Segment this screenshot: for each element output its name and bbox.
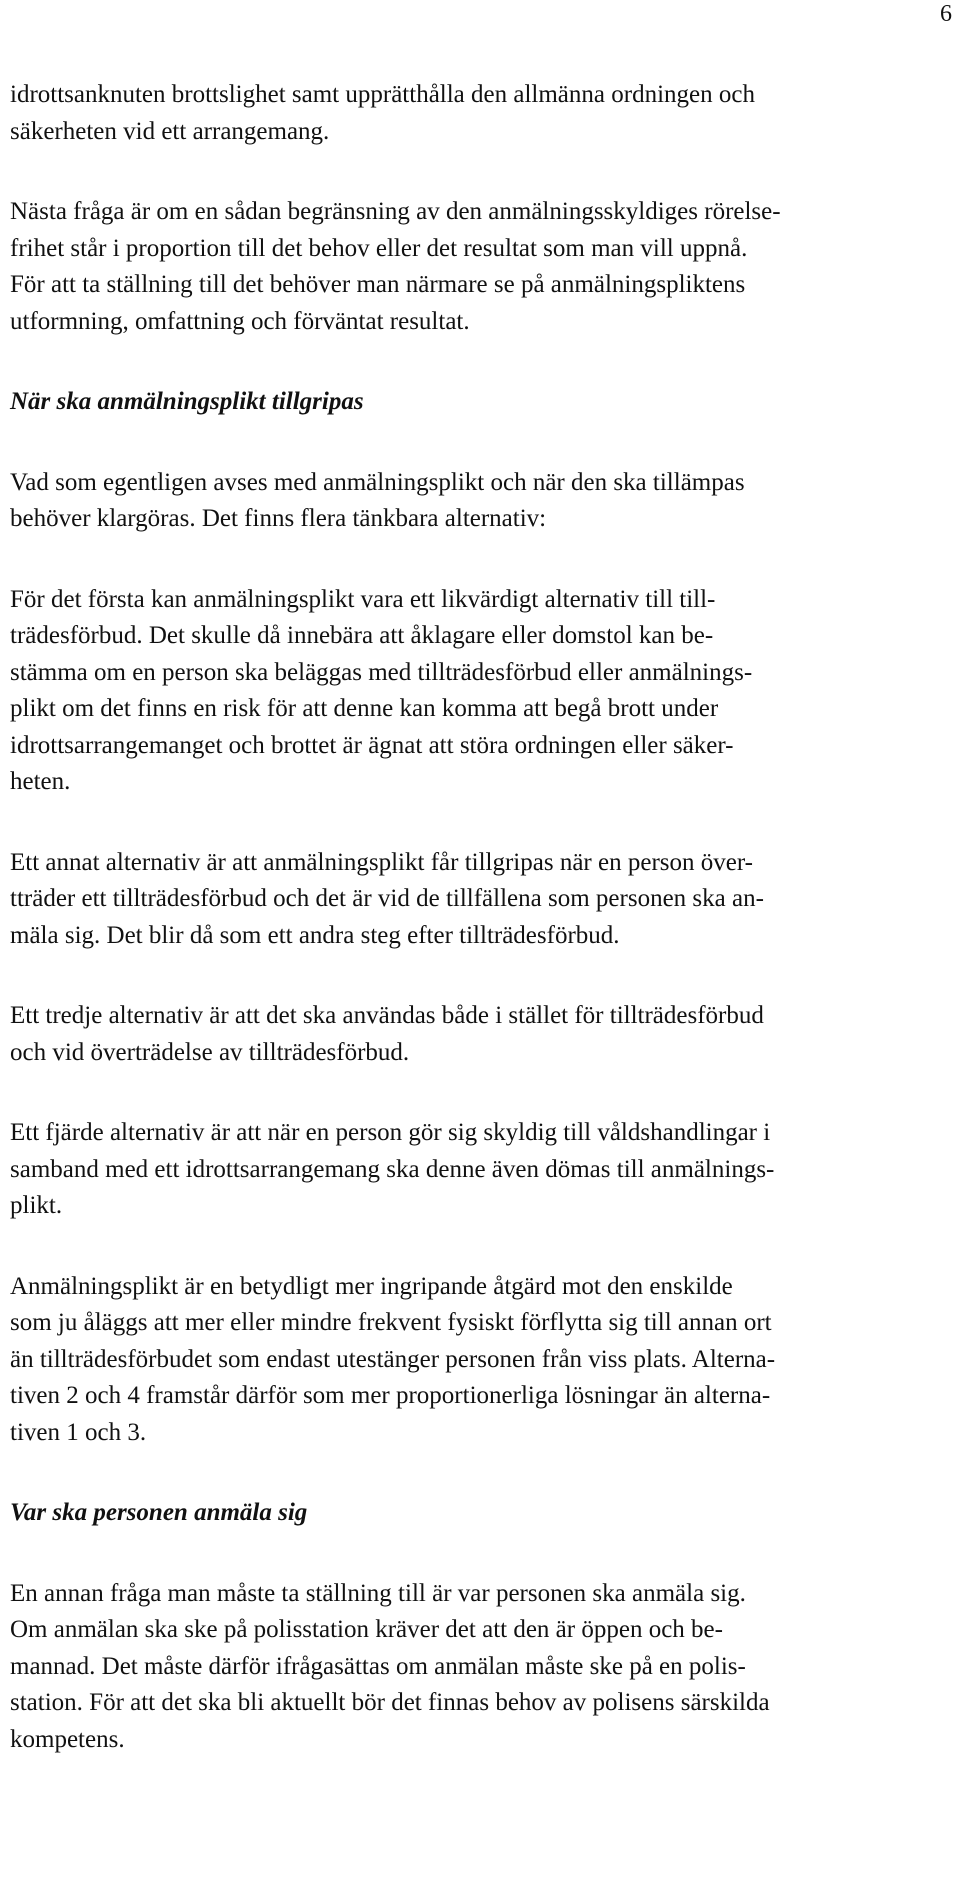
paragraph-gap xyxy=(10,150,945,194)
paragraph-7: Ett fjärde alternativ är att när en person gör sig skyldig till våldshandlingar i samband med ett idrottsarrangemang ska denne även dömas till anmälnings- plikt. xyxy=(10,1119,775,1219)
paragraph-3: Vad som egentligen avses med anmälningsplikt och när den ska tillämpas behöver klargöras. Det finns flera tänkbara alternativ: xyxy=(10,468,745,532)
paragraph-1: idrottsanknuten brottslighet samt upprätthålla den allmänna ordningen och säkerheten vid ett arrangemang. xyxy=(10,81,755,145)
paragraph-gap xyxy=(10,1071,945,1115)
paragraph-2: Nästa fråga är om en sådan begränsning av den anmälningsskyldiges rörelse- frihet står i proportion till det behov eller det resultat som man vill uppnå. För att ta ställning till det behöver man närmare se på anmälningspliktens utformning, omfattning och förväntat resultat. xyxy=(10,198,781,335)
section-heading-1: När ska anmälningsplikt tillgripas xyxy=(10,388,364,415)
document-body xyxy=(10,77,945,1758)
paragraph-5: Ett annat alternativ är att anmälningsplikt får tillgripas när en person över- tträder ett tillträdesförbud och det är vid de tillfällena som personen ska an- mäla sig. Det blir då som ett andra steg efter tillträdesförbud. xyxy=(10,848,764,949)
section-heading-2: Var ska personen anmäla sig xyxy=(10,1499,308,1526)
paragraph-9: En annan fråga man måste ta ställning till är var personen ska anmäla sig. Om anmälan ska ske på polisstation kräver det att den är öppen och be- mannad. Det måste därför ifrågasättas om anmälan måste ske på en polis- station. För att det ska bli aktuellt bör det finnas behov av polisens särskilda kompetens. xyxy=(10,1579,770,1753)
paragraph-gap xyxy=(10,1451,945,1495)
paragraph-8: Anmälningsplikt är en betydligt mer ingripande åtgärd mot den enskilde som ju åläggs att mer eller mindre frekvent fysiskt förflytta sig till annan ort än tillträdesförbudet som endast utestänger personen från viss plats. Alterna- tiven 2 och 4 framstår därför som mer proportionerliga lösningar än alterna- tiven 1 och 3. xyxy=(10,1272,776,1446)
paragraph-gap xyxy=(10,421,945,465)
paragraph-gap xyxy=(10,1225,945,1269)
paragraph-6: Ett tredje alternativ är att det ska användas både i stället för tillträdesförbud och vid överträdelse av tillträdesförbud. xyxy=(10,1002,764,1066)
paragraph-gap xyxy=(10,801,945,845)
paragraph-gap xyxy=(10,538,945,582)
paragraph-gap xyxy=(10,1532,945,1576)
paragraph-4: För det första kan anmälningsplikt vara ett likvärdigt alternativ till till- trädesförbud. Det skulle då innebära att åklagare eller domstol kan be- stämma om en person ska beläggas med tillträdesförbud eller anmälnings- plikt om det finns en risk för att denne kan komma att begå brott under idrottsarrangemanget och brottet är ägnat att störa ordningen eller säker- heten. xyxy=(10,585,753,795)
paragraph-gap xyxy=(10,340,945,384)
paragraph-gap xyxy=(10,954,945,998)
page-number: 6 xyxy=(940,1,952,27)
